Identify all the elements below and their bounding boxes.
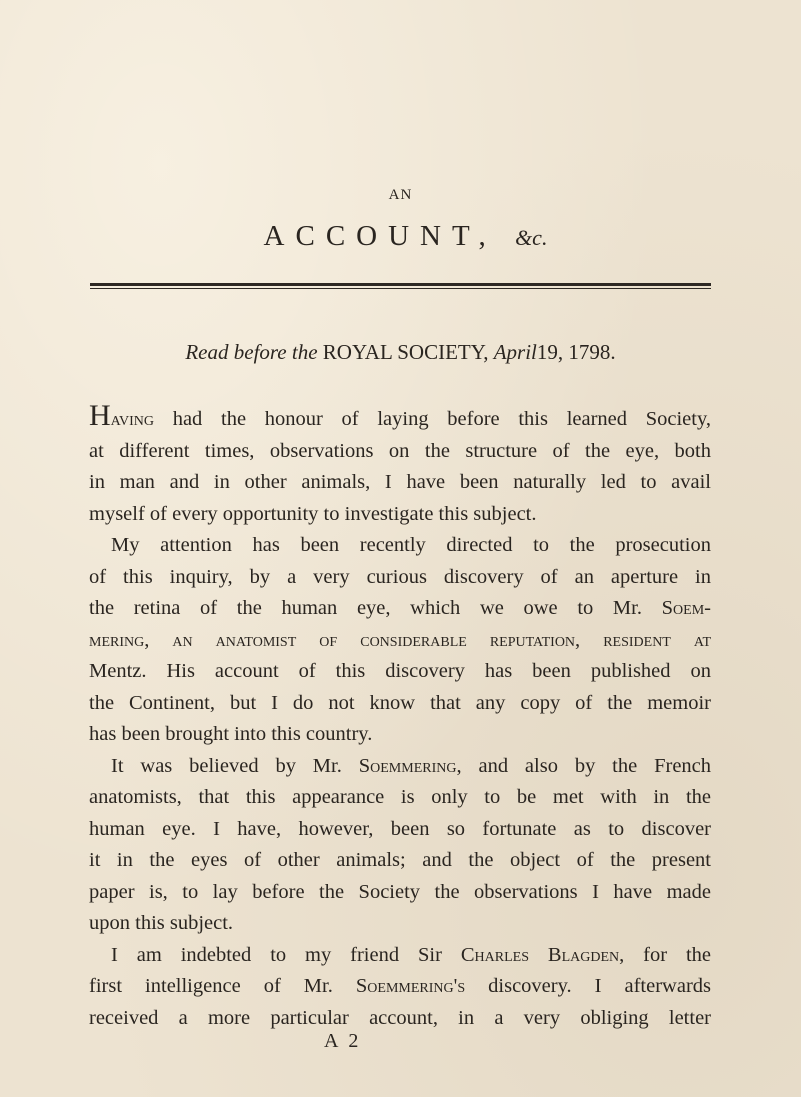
p3-line-3: human eye. I have, however, been so fortunate as to discover [89,817,711,840]
soem-name: Soem- [661,597,711,619]
p4-line-3: received a more particular account, in a very obliging letter [89,1006,711,1029]
double-rule-thick [90,283,711,286]
p3-line-4: it in the eyes of other animals; and the object of the present [89,849,711,871]
p3-line-5: paper is, to lay before the Society the observations I have made [89,880,711,903]
p2-line-6: the Continent, but I do not know that any copy of the memoir [89,691,711,714]
blagden-name: Charles Blagden, [460,943,625,966]
heading-an: AN [388,187,413,203]
p1-line-3: in man and in other animals, I have been naturally led to avail [89,471,711,493]
soemmering-name: Soemmering, [358,754,462,777]
heading-account [0,220,801,253]
p2-line-2: of this inquiry, by a very curious discovery of an aperture in [89,565,711,588]
body-text [89,399,712,1034]
p2-line-5: Mentz. His account of this discovery has been published on [89,660,711,682]
royal-society-text: ROYAL SOCIETY, [322,340,489,364]
heading-etc: &c. [515,225,548,250]
p2-line-4: mering, an anatomist of considerable reputation, resident at [89,628,711,651]
p2-line-7: has been brought into this country. [89,723,373,745]
p3-line-1: It was believed by Mr. Soemmering, and also by the French [111,754,712,777]
read-before-line [0,340,801,365]
p1-line-2: at different times, observations on the structure of the eye, both [89,439,711,462]
p4-line-2: first intelligence of Mr. Soemmering's discovery. I afterwards [89,975,712,997]
p1-line-4: myself of every opportunity to investigate this subject. [89,502,537,525]
p1-first-word: aving [110,408,154,430]
p4-line-1: I am indebted to my friend Sir Charles Blagden, for the [111,943,712,966]
read-before-text: Read before the [185,340,318,364]
heading-account-word: ACCOUNT, [263,220,497,252]
drop-cap: H [89,399,111,432]
p3-line-6: upon this subject. [89,912,234,934]
double-rule-thin [90,288,711,289]
p2-line-3: the retina of the human eye, which we owe to Mr. Soem- [89,597,711,619]
p3-line-2: anatomists, that this appearance is only to be met with in the [89,786,711,808]
april-text: April [493,340,537,364]
soemmerings-name: Soemmering's [355,975,466,997]
date-text: 19, 1798. [536,340,616,364]
signature-mark: A 2 [324,1030,362,1052]
p2-line-1: My attention has been recently directed to the prosecution [111,534,711,556]
p1-line-1: Having had the honour of laying before this learned Society, [89,399,712,432]
